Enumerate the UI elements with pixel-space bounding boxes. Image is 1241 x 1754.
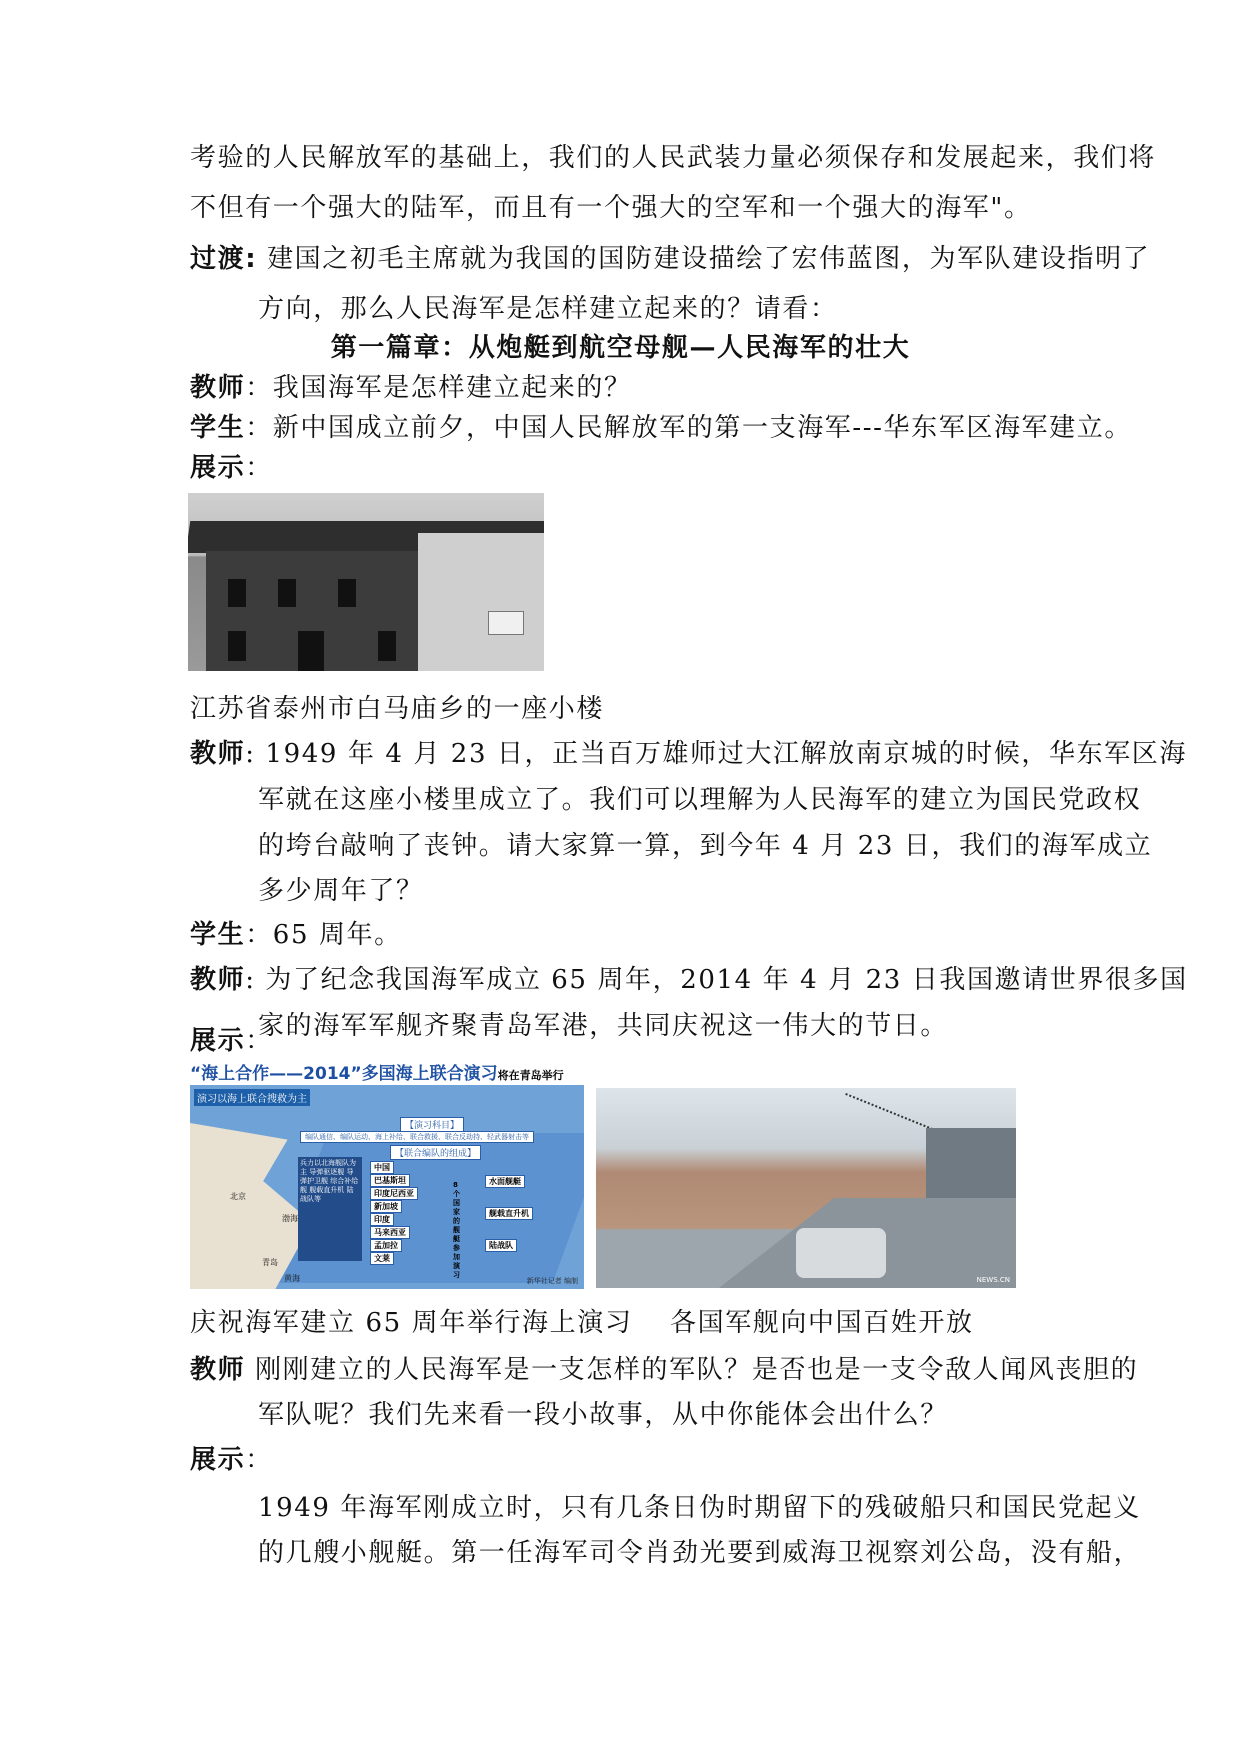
text-line: 的几艘小舰艇。第一任海军司令肖劲光要到威海卫视察刘公岛，没有船， — [258, 1538, 1142, 1568]
text-line-body: ： — [245, 453, 273, 483]
chapter-title: 第一篇章：从炮艇到航空母舰—人民海军的壮大 — [330, 333, 911, 363]
text-line-body: ：新中国成立前夕，中国人民解放军的第一支海军---华东军区海军建立。 — [245, 413, 1132, 443]
text-line-body: ： — [245, 1026, 273, 1056]
type-box: 陆战队 — [485, 1239, 517, 1252]
naval-exercise-map-image — [190, 1063, 584, 1289]
show-label: 展示 — [190, 1445, 246, 1475]
map-formation-header: 【联合编队的组成】 — [390, 1145, 481, 1160]
map-subjects: 编队通信、编队运动、海上补给、联合救援、联合反劫持、轻武器射击等 — [300, 1131, 534, 1143]
show-label: 展示 — [190, 1026, 246, 1056]
text-line-body: ：65 周年。 — [245, 920, 402, 950]
country-box: 巴基斯坦 — [370, 1174, 410, 1187]
place-label: 北京 — [230, 1192, 246, 1201]
country-box: 印度尼西亚 — [370, 1187, 418, 1200]
text-line — [0, 450, 1241, 486]
text-line: 家的海军军舰齐聚青岛军港，共同庆祝这一伟大的节日。 — [258, 1011, 949, 1041]
text-line: 方向，那么人民海军是怎样建立起来的？请看： — [258, 294, 838, 324]
text-line-body: 建国之初毛主席就为我国的国防建设描绘了宏伟蓝图，为军队建设指明了 — [257, 244, 1151, 274]
text-line-body: : 1949 年 4 月 23 日，正当百万雄师过大江解放南京城的时候，华东军区海 — [245, 739, 1187, 769]
text-line — [0, 962, 1241, 998]
warship-open-day-photo — [596, 1088, 1016, 1288]
text-line — [0, 370, 1241, 406]
text-line: 不但有一个强大的陆军，而且有一个强大的空军和一个强大的海军"。 — [190, 193, 1032, 223]
transition-label: 过渡: — [190, 244, 258, 274]
country-box: 印度 — [370, 1213, 394, 1226]
map-subjects-header: 【演习科目】 — [400, 1117, 464, 1132]
student-label: 学生 — [190, 413, 246, 443]
text-line — [0, 736, 1241, 772]
type-box: 水面舰艇 — [485, 1175, 525, 1188]
type-box: 舰载直升机 — [485, 1207, 533, 1220]
text-line-body: ： — [245, 1445, 273, 1475]
text-line-body: : 为了纪念我国海军成立 65 周年，2014 年 4 月 23 日我国邀请世界很多国 — [245, 965, 1188, 995]
place-label: 渤海 — [282, 1214, 298, 1223]
text-line-body: 刚刚建立的人民海军是一支怎样的军队？是否也是一支令敌人闻风丧胆的 — [245, 1355, 1139, 1385]
text-line: 军队呢？我们先来看一段小故事，从中你能体会出什么？ — [258, 1400, 949, 1430]
photo-watermark: NEWS.CN — [976, 1276, 1010, 1284]
country-box: 文莱 — [370, 1252, 394, 1265]
china-forces-list: 兵力以北海舰队为主 导弹驱逐舰 导弹护卫舰 综合补给舰 舰载直升机 陆战队等 — [298, 1157, 362, 1261]
teacher-label: 教师 — [190, 739, 246, 769]
caption — [0, 1305, 1241, 1341]
country-box: 中国 — [370, 1161, 394, 1174]
text-line: 1949 年海军刚成立时，只有几条日伪时期留下的残破船只和国民党起义 — [258, 1493, 1141, 1523]
text-line — [0, 917, 1241, 953]
country-box: 马来西亚 — [370, 1226, 410, 1239]
map-side-label: 8个国家的舰艇参加演习 — [453, 1181, 460, 1279]
text-line — [0, 1023, 1241, 1059]
text-line: 军就在这座小楼里成立了。我们可以理解为人民海军的建立为国民党政权 — [258, 785, 1142, 815]
map-credit: 新华社记者 编制 — [526, 1277, 578, 1285]
student-label: 学生 — [190, 920, 246, 950]
text-line: 考验的人民解放军的基础上，我们的人民武装力量必须保存和发展起来，我们将 — [190, 143, 1157, 173]
map-title: “海上合作——2014”多国海上联合演习将在青岛举行 — [190, 1063, 584, 1085]
text-line — [0, 241, 1241, 277]
teacher-label: 教师 — [190, 1355, 246, 1385]
text-line — [0, 1352, 1241, 1388]
text-line — [0, 410, 1241, 446]
teacher-label: 教师 — [190, 373, 246, 403]
text-line — [0, 1442, 1241, 1478]
text-line: 的垮台敲响了丧钟。请大家算一算，到今年 4 月 23 日，我们的海军成立 — [258, 831, 1153, 861]
country-box: 孟加拉 — [370, 1239, 402, 1252]
old-building-photo — [188, 493, 544, 671]
text-line-body: ：我国海军是怎样建立起来的？ — [245, 373, 632, 403]
teacher-label: 教师 — [190, 965, 246, 995]
caption-right: 各国军舰向中国百姓开放 — [670, 1308, 974, 1338]
text-line: 多少周年了？ — [258, 876, 424, 906]
caption-left: 庆祝海军建立 65 周年举行海上演习 — [190, 1308, 633, 1338]
caption: 江苏省泰州市白马庙乡的一座小楼 — [190, 694, 605, 724]
show-label: 展示 — [190, 453, 246, 483]
map-subtitle: 演习以海上联合搜救为主 — [194, 1089, 310, 1106]
country-box: 新加坡 — [370, 1200, 402, 1213]
place-label: 黄海 — [284, 1274, 300, 1283]
place-label: 青岛 — [262, 1258, 278, 1267]
